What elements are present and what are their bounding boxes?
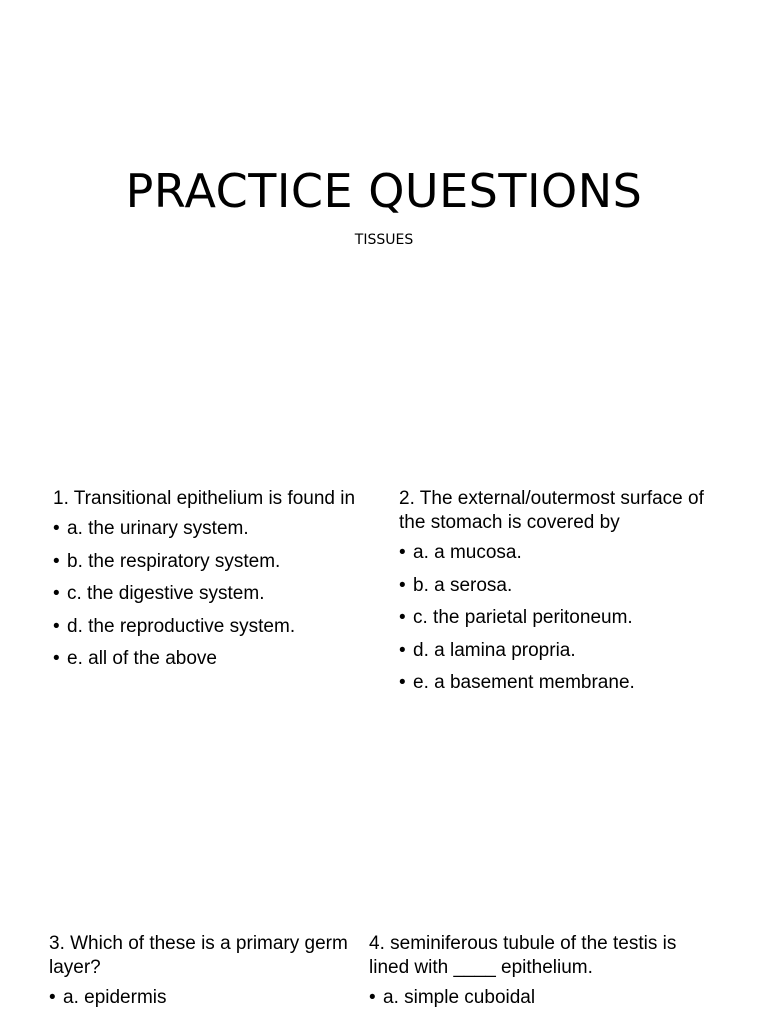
answer-option: [399, 606, 729, 630]
bullet-icon: •: [53, 550, 60, 572]
answer-option: [53, 647, 373, 671]
answer-option: [53, 615, 373, 639]
answer-text: b. a serosa.: [413, 574, 513, 596]
answer-text: a. the urinary system.: [67, 518, 249, 539]
question-stem: 3. Which of these is a primary germ layer?: [49, 933, 348, 978]
answer-list: [53, 517, 373, 671]
bullet-icon: •: [53, 615, 60, 637]
answer-text: c. the parietal peritoneum.: [413, 607, 633, 628]
answer-text: c. the digestive system.: [67, 583, 265, 604]
bullet-icon: •: [49, 987, 56, 1008]
answer-list: [399, 541, 729, 695]
answer-text: a. simple cuboidal: [383, 987, 536, 1008]
answer-list: [49, 986, 349, 1010]
answer-option: [399, 541, 729, 565]
answer-option: [399, 671, 729, 695]
bullet-icon: •: [53, 648, 60, 669]
question-stem: 1. Transitional epithelium is found in: [53, 488, 356, 509]
answer-option: [53, 550, 373, 574]
slide-title: PRACTICE QUESTIONS: [125, 164, 643, 218]
answer-text: b. the respiratory system.: [67, 550, 281, 572]
answer-option: [53, 517, 373, 541]
bullet-icon: •: [53, 583, 60, 604]
answer-option: [399, 639, 729, 663]
bullet-icon: •: [369, 987, 376, 1008]
slide-subtitle: TISSUES: [354, 232, 414, 248]
answer-text: e. all of the above: [67, 648, 217, 669]
bullet-icon: •: [399, 672, 406, 693]
answer-option: [369, 986, 719, 1010]
question-4: [369, 932, 719, 1019]
question-2: [399, 487, 729, 704]
answer-list: [369, 986, 719, 1010]
bullet-icon: •: [399, 607, 406, 628]
answer-text: d. the reproductive system.: [67, 615, 296, 637]
answer-option: [49, 986, 349, 1010]
answer-text: a. epidermis: [63, 987, 167, 1008]
answer-text: d. a lamina propria.: [413, 639, 576, 661]
answer-option: [53, 582, 373, 606]
answer-option: [399, 574, 729, 598]
question-1: [53, 487, 373, 680]
question-3: [49, 932, 349, 1019]
question-stem: 2. The external/outermost surface of the stomach is covered by: [399, 488, 704, 533]
answer-text: a. a mucosa.: [413, 542, 522, 563]
bullet-icon: •: [399, 542, 406, 563]
bullet-icon: •: [53, 518, 60, 539]
question-stem: 4. seminiferous tubule of the testis is lined with ____ epithelium.: [369, 933, 677, 978]
bullet-icon: •: [399, 574, 406, 596]
answer-text: e. a basement membrane.: [413, 672, 635, 693]
bullet-icon: •: [399, 639, 406, 661]
